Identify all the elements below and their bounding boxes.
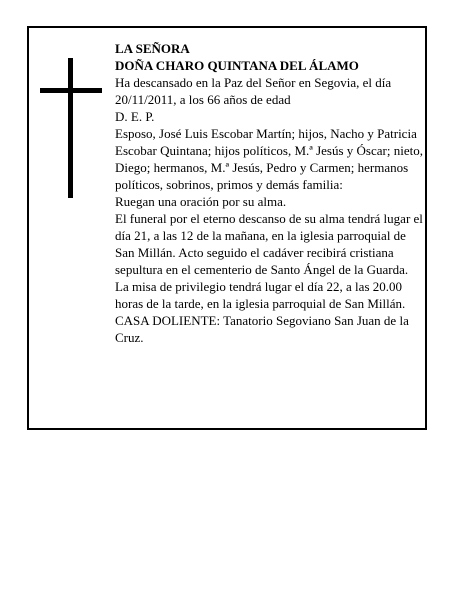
cross-horizontal-bar (40, 88, 102, 93)
family-list: Esposo, José Luis Escobar Martín; hijos, Nacho y Patricia Escobar Quintana; hijos políticos, M.ª Jesús y Óscar; nieto, Diego; hermanos, M.ª Jesús, Pedro y Carmen; hermanos políticos, sobrinos, primos y demás familia: (115, 126, 423, 192)
funeral-details: El funeral por el eterno descanso de su alma tendrá lugar el día 21, a las 12 de la mañana, en la iglesia parroquial de San Millán. Acto seguido el cadáver recibirá cristiana sepultura en el cementerio de Santo Ángel de la Guarda. (115, 211, 423, 277)
mourning-house: CASA DOLIENTE: Tanatorio Segoviano San Juan de la Cruz. (115, 313, 409, 345)
notice-heading: LA SEÑORA (115, 41, 190, 56)
latin-cross-icon (40, 58, 102, 198)
prayer-request: Ruegan una oración por su alma. (115, 194, 287, 209)
notice-text (115, 40, 423, 346)
obituary-notice (27, 26, 427, 430)
cross-vertical-bar (68, 58, 73, 198)
deceased-name: DOÑA CHARO QUINTANA DEL ÁLAMO (115, 58, 359, 73)
death-statement: Ha descansado en la Paz del Señor en Segovia, el día 20/11/2011, a los 66 años de edad (115, 75, 392, 107)
mass-details: La misa de privilegio tendrá lugar el día 22, a las 20.00 horas de la tarde, en la iglesia parroquial de San Millán. (115, 279, 406, 311)
rip-line: D. E. P. (115, 109, 155, 124)
